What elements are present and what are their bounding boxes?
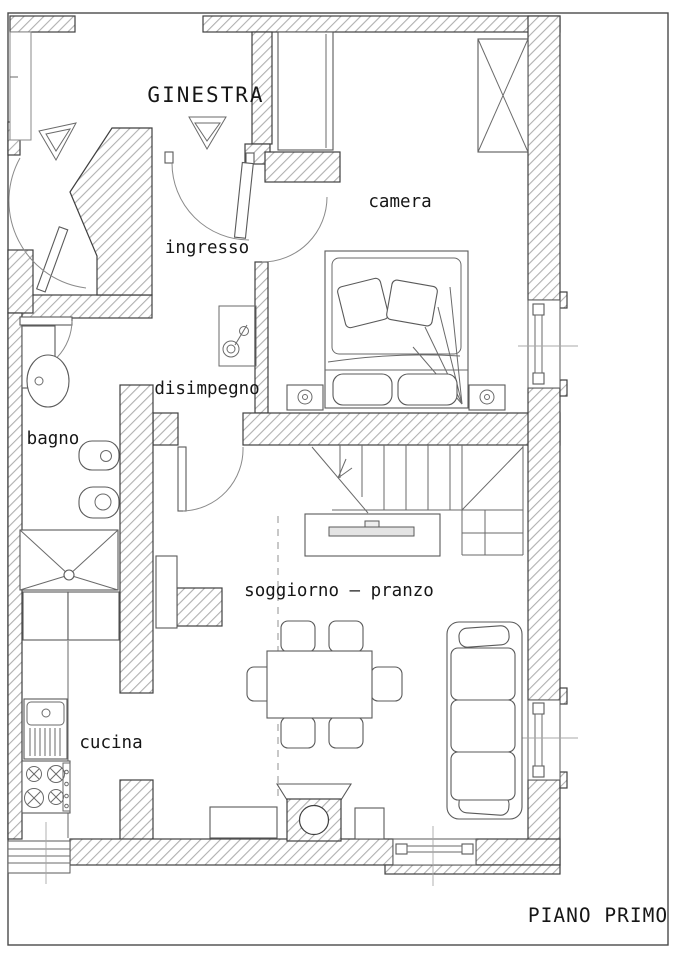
room-label-camera: camera — [368, 192, 432, 212]
room-label-ingresso: ingresso — [164, 238, 250, 258]
fireplace-bench-right — [355, 808, 384, 839]
sofa-cushion — [451, 648, 515, 700]
radiator — [156, 556, 177, 628]
pillow — [398, 374, 457, 405]
sofa-armrest — [458, 625, 509, 647]
room-label-cucina: cucina — [79, 733, 143, 753]
chair — [281, 621, 315, 652]
tv-icon — [329, 527, 414, 536]
stove — [22, 761, 70, 813]
dining-table — [267, 651, 372, 718]
floor-label: PIANO PRIMO — [527, 904, 669, 927]
bidet — [79, 441, 119, 470]
chair — [281, 717, 315, 748]
pillow — [333, 374, 392, 405]
tv-cabinet — [305, 514, 440, 556]
fireplace-bench-left — [210, 807, 277, 838]
nightstand-left — [287, 385, 323, 410]
kitchen-sink — [24, 699, 67, 759]
chair — [329, 717, 363, 748]
flue-circle — [300, 806, 329, 835]
double-bed — [325, 251, 468, 408]
wardrobe-left — [278, 32, 333, 150]
room-label-disimpegno: disimpegno — [154, 379, 260, 399]
room-label-bagno: bagno — [26, 429, 80, 449]
wardrobe-crossed — [478, 39, 528, 152]
chair — [371, 667, 402, 701]
chair — [329, 621, 363, 652]
plan-title: GINESTRA — [147, 83, 265, 107]
room-label-soggiorno: soggiorno – pranzo — [244, 581, 434, 601]
shower — [20, 530, 118, 590]
exterior-stair-strip — [10, 32, 31, 140]
sofa-cushion — [451, 752, 515, 800]
bed-cushion — [386, 279, 438, 326]
sofa — [447, 622, 522, 819]
sofa-cushion — [451, 700, 515, 752]
nightstand-right — [469, 385, 505, 410]
toilet — [79, 487, 119, 518]
